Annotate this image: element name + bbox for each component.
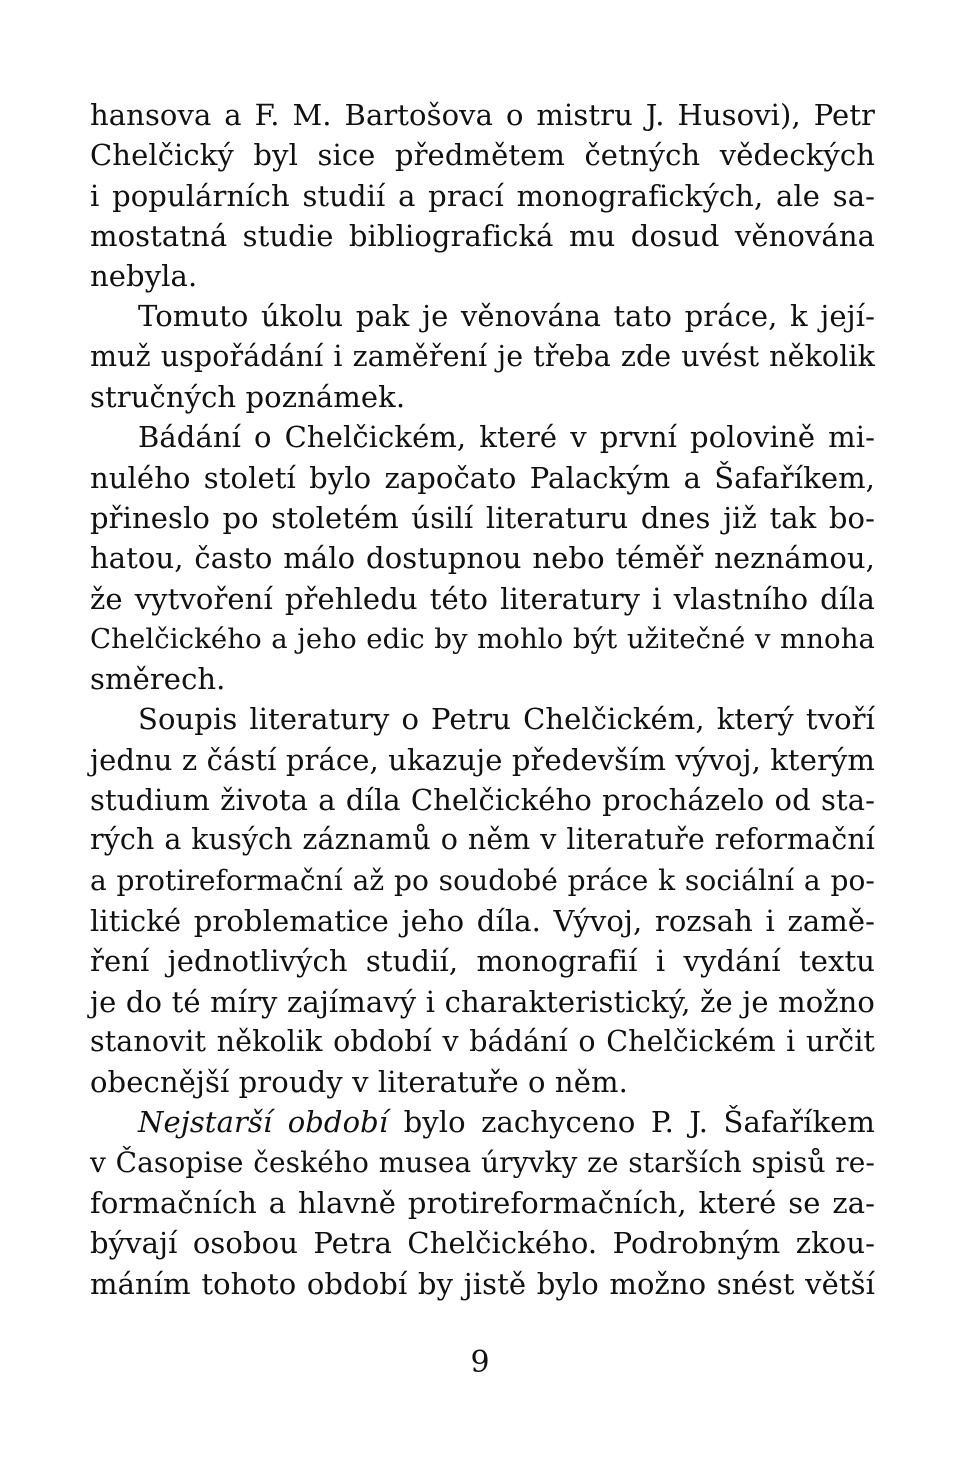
- text-line: obecnější proudy v literatuře o něm.: [90, 1065, 628, 1100]
- text-line: hansova a F. M. Bartošova o mistru J. Husovi), Petr: [90, 98, 875, 132]
- text-line: jednu z částí práce, ukazuje především vývoj, kterým: [90, 742, 875, 777]
- text-line: Chelčický byl sice předmětem četných vědeckých: [90, 138, 875, 173]
- text-line: [90, 1102, 875, 1142]
- paragraph-2: [90, 296, 875, 417]
- text-run: bylo zachyceno P. J. Šafaříkem: [388, 1105, 875, 1140]
- text-line: máním tohoto období by jistě bylo možno snést větší: [90, 1266, 875, 1301]
- text-line: Chelčického a jeho edic by mohlo být užitečné v mnoha: [90, 622, 875, 655]
- text-line: hatou, často málo dostupnou nebo téměř neznámou,: [90, 541, 875, 576]
- text-line: v Časopise českého musea úryvky ze starších spisů re-: [90, 1145, 875, 1179]
- text-line: stručných poznámek.: [90, 380, 406, 415]
- text-line: studium života a díla Chelčického procházelo od sta-: [90, 783, 875, 818]
- text-line: litické problematice jeho díla. Vývoj, rozsah i zamě-: [90, 903, 875, 938]
- paragraph-4: [90, 699, 875, 1102]
- text-line: je do té míry zajímavý i charakteristický, že je možno: [90, 984, 875, 1019]
- text-line: stanovit několik období v bádání o Chelčickém i určit: [90, 1024, 875, 1058]
- text-line: mostatná studie bibliografická mu dosud věnována: [90, 218, 875, 253]
- italic-heading-text: Nejstarší období: [138, 1105, 389, 1140]
- paragraph-3: [90, 417, 875, 699]
- paragraph-5: [90, 1102, 875, 1303]
- document-page: [90, 95, 875, 1304]
- text-line: nebyla.: [90, 259, 198, 294]
- text-line: Bádání o Chelčickém, které v první polovině mi-: [138, 420, 875, 455]
- text-line: Tomuto úkolu pak je věnována tato práce, k její-: [138, 299, 875, 334]
- text-line: ření jednotlivých studií, monografií i vydání textu: [90, 944, 875, 979]
- text-line: přineslo po stoletém úsilí literaturu dnes již tak bo-: [90, 500, 875, 535]
- page-number: 9: [470, 1345, 490, 1380]
- paragraph-1: [90, 95, 875, 296]
- text-line: a protireformační až po soudobé práce k sociální a po-: [90, 863, 875, 897]
- text-line: nulého století bylo započato Palackým a Šafaříkem,: [90, 460, 875, 495]
- text-line: že vytvoření přehledu této literatury i vlastního díla: [90, 581, 875, 616]
- text-line: rých a kusých záznamů o něm v literatuře reformační: [90, 823, 875, 857]
- text-line: formačních a hlavně protireformačních, které se za-: [90, 1186, 875, 1221]
- text-line: i populárních studií a prací monografických, ale sa-: [90, 178, 875, 213]
- text-line: Soupis literatury o Petru Chelčickém, který tvoří: [138, 702, 875, 737]
- text-line: muž uspořádání i zaměření je třeba zde uvést několik: [90, 339, 875, 373]
- text-line: směrech.: [90, 662, 226, 697]
- text-line: bývají osobou Petra Chelčického. Podrobným zkou-: [90, 1226, 875, 1261]
